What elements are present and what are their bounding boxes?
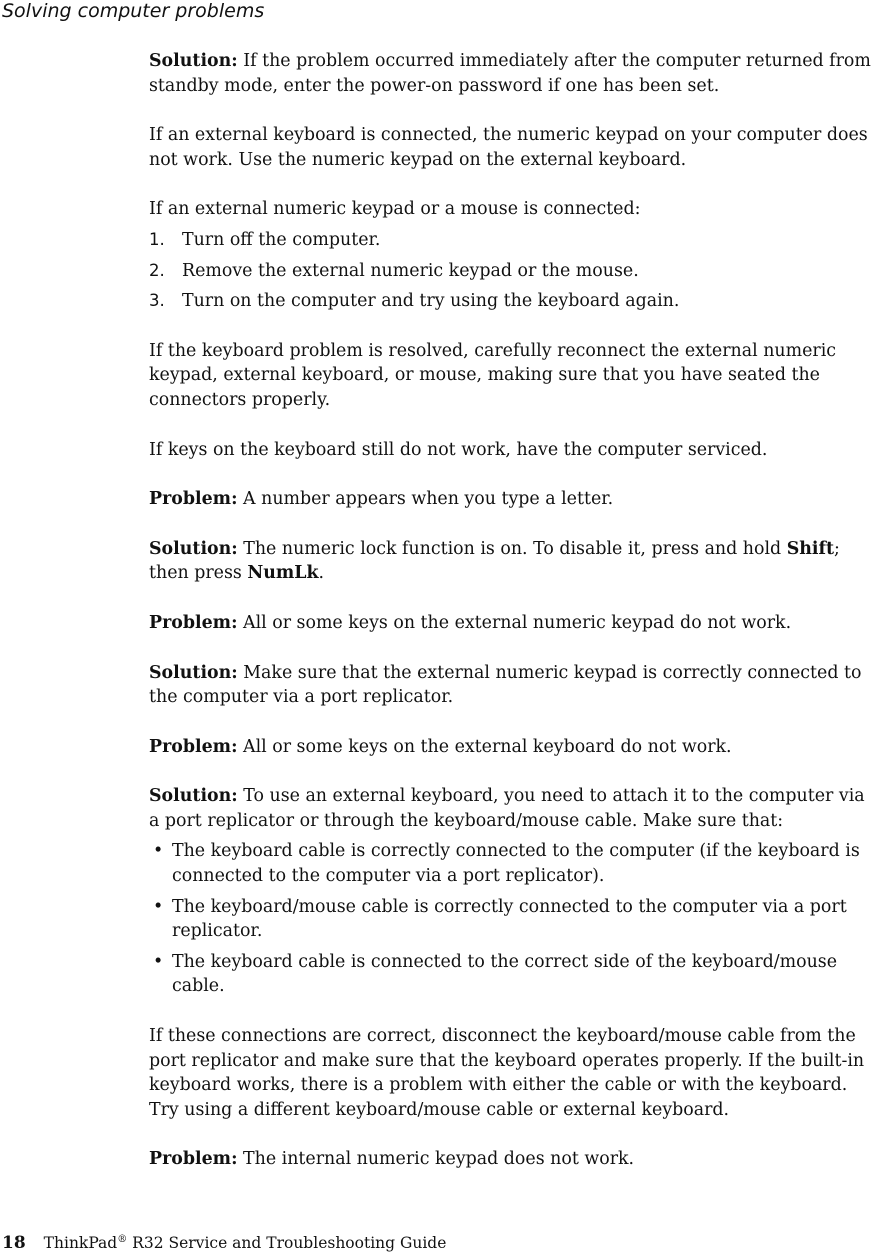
list-item bbox=[149, 839, 879, 888]
footer-brand: ThinkPad bbox=[43, 1234, 118, 1252]
paragraph-service: If keys on the keyboard still do not work, have the computer serviced. bbox=[149, 439, 768, 460]
list-item bbox=[149, 228, 879, 253]
problem-label: Problem: bbox=[149, 736, 238, 757]
list-item bbox=[149, 289, 879, 314]
step-number: 1. bbox=[149, 229, 165, 249]
problem-label: Problem: bbox=[149, 612, 238, 633]
key-numlk: NumLk bbox=[247, 563, 319, 584]
page-footer bbox=[2, 1233, 446, 1253]
page-body bbox=[149, 49, 879, 1172]
problem-label: Problem: bbox=[149, 1149, 238, 1170]
solution-external-keypad bbox=[149, 661, 879, 710]
solution-label: Solution: bbox=[149, 51, 238, 71]
solution-external-keyboard bbox=[149, 784, 879, 833]
paragraph-keypad-connected: If an external numeric keypad or a mouse is connected: bbox=[149, 199, 641, 220]
paragraph-connections: If these connections are correct, disconnect the keyboard/mouse cable from the port replicator and make sure that the keyboard operates properly. If the built-in keyboard works, there is a problem with either the cable or with the keyboard. Try using a different keyboard/mouse cable or external keyboard. bbox=[149, 1026, 865, 1120]
page-number: 18 bbox=[2, 1233, 26, 1253]
bullet-icon: • bbox=[153, 896, 164, 917]
list-item bbox=[149, 950, 879, 999]
key-shift: Shift bbox=[786, 538, 835, 559]
step-text: Turn off the computer. bbox=[182, 229, 381, 250]
solution-label: Solution: bbox=[149, 538, 238, 559]
footer-title: R32 Service and Troubleshooting Guide bbox=[127, 1234, 447, 1252]
solution-text: ; then press bbox=[149, 538, 840, 584]
solution-text: Make sure that the external numeric keypad is correctly connected to the computer via a port replicator. bbox=[149, 662, 862, 708]
problem-external-keypad bbox=[149, 611, 879, 636]
problem-label: Problem: bbox=[149, 489, 238, 510]
steps-list bbox=[149, 228, 879, 314]
solution-label: Solution: bbox=[149, 662, 238, 683]
list-item bbox=[149, 259, 879, 284]
problem-internal-keypad bbox=[149, 1147, 879, 1172]
running-header: Solving computer problems bbox=[2, 0, 265, 22]
problem-external-keyboard bbox=[149, 735, 879, 760]
paragraph-external-keyboard: If an external keyboard is connected, the numeric keypad on your computer does not work. Use the numeric keypad on the external keyboard. bbox=[149, 125, 868, 170]
bullet-text: The keyboard cable is correctly connected to the computer (if the keyboard is connected to the computer via a port replicator). bbox=[172, 841, 860, 887]
registered-mark: ® bbox=[117, 1233, 128, 1245]
step-text: Remove the external numeric keypad or the mouse. bbox=[182, 260, 639, 281]
step-number: 3. bbox=[149, 291, 165, 311]
problem-text: All or some keys on the external numeric keypad do not work. bbox=[237, 612, 792, 633]
paragraph-resolved: If the keyboard problem is resolved, carefully reconnect the external numeric keypad, external keyboard, or mouse, making sure that you have seated the connectors properly. bbox=[149, 340, 836, 410]
solution-text: To use an external keyboard, you need to attach it to the computer via a port replicator or through the keyboard/mouse cable. Make sure that: bbox=[149, 786, 865, 831]
solution-label: Solution: bbox=[149, 786, 238, 807]
bullet-text: The keyboard cable is connected to the correct side of the keyboard/mouse cable. bbox=[172, 951, 838, 997]
solution-numlock bbox=[149, 537, 879, 586]
step-text: Turn on the computer and try using the keyboard again. bbox=[182, 291, 680, 312]
bullet-icon: • bbox=[153, 951, 164, 972]
solution-text: The numeric lock function is on. To disable it, press and hold bbox=[237, 538, 787, 559]
solution-text: . bbox=[318, 563, 325, 584]
solution-standby bbox=[149, 49, 879, 98]
bullet-text: The keyboard/mouse cable is correctly connected to the computer via a port replicator. bbox=[172, 896, 847, 942]
problem-number-letter bbox=[149, 487, 879, 512]
checks-list bbox=[149, 839, 879, 999]
problem-text: All or some keys on the external keyboard do not work. bbox=[237, 736, 732, 757]
bullet-icon: • bbox=[153, 841, 164, 862]
problem-text: A number appears when you type a letter. bbox=[237, 489, 614, 510]
step-number: 2. bbox=[149, 260, 165, 280]
list-item bbox=[149, 895, 879, 944]
solution-text: If the problem occurred immediately after the computer returned from standby mode, enter the power-on password if one has been set. bbox=[149, 51, 871, 96]
problem-text: The internal numeric keypad does not work. bbox=[237, 1149, 635, 1170]
